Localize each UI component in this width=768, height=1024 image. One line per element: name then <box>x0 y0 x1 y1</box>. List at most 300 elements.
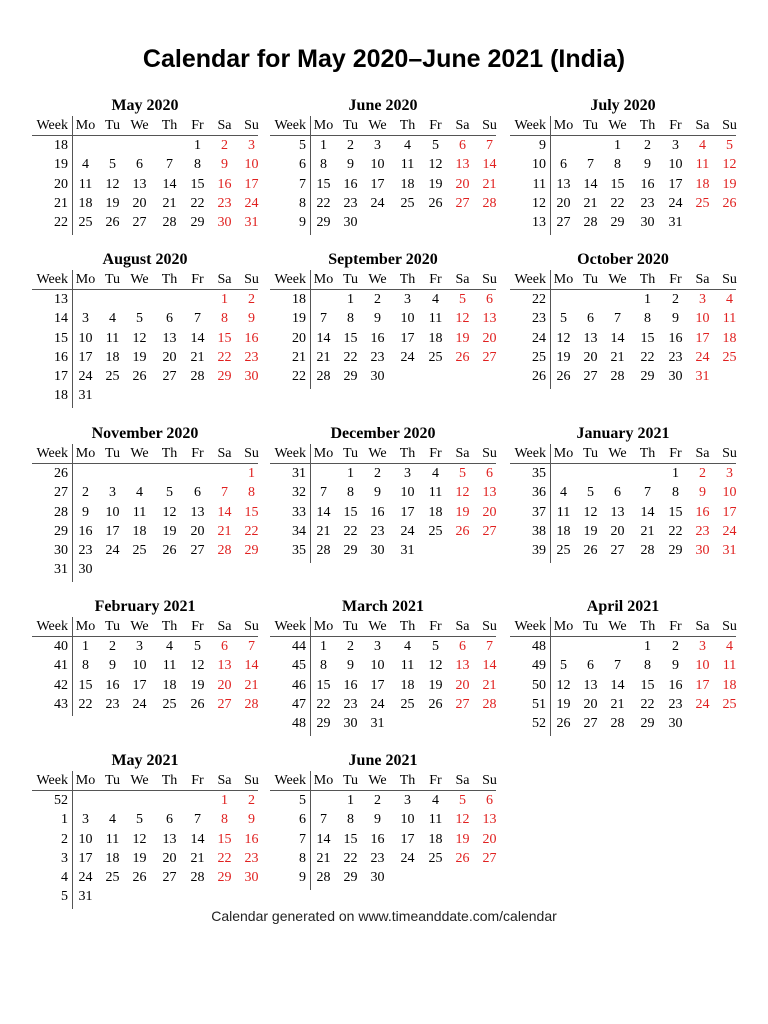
day-cell: 17 <box>668 176 683 192</box>
weekday-header: Tu <box>104 118 121 133</box>
weekday-header: Sa <box>217 272 232 287</box>
weekday-header-row <box>510 270 736 290</box>
day-cell: 23 <box>640 195 655 211</box>
weekday-header: We <box>608 446 627 461</box>
day-cell: 26 <box>105 215 120 231</box>
month-block <box>32 95 258 232</box>
weekend-day: 30 <box>695 543 710 559</box>
weekday-header: Fr <box>191 773 204 788</box>
weekend-day: 3 <box>699 639 706 654</box>
day-cell: 4 <box>404 639 411 654</box>
day-cell: 21 <box>610 696 625 712</box>
weekend-day: 9 <box>699 485 706 501</box>
day-cell: 16 <box>668 330 683 346</box>
day-cell: 18 <box>105 349 120 365</box>
weekend-day: 6 <box>221 639 228 654</box>
week-row <box>270 541 496 560</box>
weekend-day: 12 <box>455 485 470 501</box>
week-divider <box>72 116 73 235</box>
weekday-header: We <box>608 118 627 133</box>
weekday-header: We <box>130 773 149 788</box>
week-row <box>270 714 496 733</box>
day-cell: 6 <box>614 485 621 501</box>
weekday-header: Sa <box>695 446 710 461</box>
weekday-header: Tu <box>342 272 359 287</box>
weekday-header-row <box>32 444 258 464</box>
day-cell: 19 <box>190 677 205 693</box>
month-name: November 2020 <box>91 425 199 442</box>
day-cell: 17 <box>400 831 415 847</box>
day-cell: 27 <box>583 716 598 732</box>
day-cell: 4 <box>109 812 116 828</box>
day-cell: 15 <box>640 677 655 693</box>
day-cell: 27 <box>190 543 205 559</box>
day-cell: 23 <box>370 850 385 866</box>
day-cell: 21 <box>316 523 331 539</box>
weekend-day: 11 <box>722 311 737 327</box>
weekend-day: 24 <box>695 349 710 365</box>
weekend-day: 23 <box>217 195 232 211</box>
day-cell: 10 <box>668 157 683 173</box>
week-number: 35 <box>292 543 306 559</box>
day-cell: 10 <box>400 311 415 327</box>
weekend-day: 15 <box>244 504 259 520</box>
weekend-day: 27 <box>217 696 232 712</box>
day-cell: 12 <box>132 831 147 847</box>
week-row <box>32 676 258 695</box>
day-cell: 28 <box>190 369 205 385</box>
week-row <box>270 367 496 386</box>
week-divider <box>550 617 551 736</box>
weekday-header: We <box>368 446 387 461</box>
month-name: September 2020 <box>328 251 438 268</box>
weekday-header: Sa <box>455 446 470 461</box>
day-cell: 3 <box>136 639 143 654</box>
weekend-day: 30 <box>244 870 259 886</box>
day-cell: 20 <box>583 349 598 365</box>
day-cell: 27 <box>610 543 625 559</box>
month-name: February 2021 <box>94 598 196 615</box>
weekend-day: 16 <box>695 504 710 520</box>
day-cell: 29 <box>190 215 205 231</box>
day-cell: 11 <box>556 504 571 520</box>
week-divider <box>72 771 73 909</box>
weekday-header: Tu <box>342 446 359 461</box>
day-cell: 13 <box>162 330 177 346</box>
week-divider <box>550 444 551 563</box>
week-row <box>510 290 736 309</box>
day-cell: 1 <box>347 466 354 481</box>
weekday-header: Mo <box>75 446 96 461</box>
week-row <box>510 329 736 348</box>
week-row <box>510 367 736 386</box>
weekday-header: Fr <box>191 272 204 287</box>
week-row <box>32 637 258 656</box>
weekend-day: 19 <box>455 831 470 847</box>
day-cell: 12 <box>583 504 598 520</box>
week-column-header: Week <box>274 773 306 788</box>
week-row <box>510 676 736 695</box>
week-row <box>510 541 736 560</box>
day-cell: 3 <box>82 311 89 327</box>
weekend-day: 18 <box>722 677 737 693</box>
week-number: 39 <box>532 543 546 559</box>
weekday-header: We <box>608 272 627 287</box>
week-number: 32 <box>292 485 306 501</box>
week-row <box>270 791 496 810</box>
weekend-day: 14 <box>482 658 497 674</box>
weekday-header: Fr <box>429 272 442 287</box>
weekend-day: 13 <box>482 311 497 327</box>
weekend-day: 16 <box>217 176 232 192</box>
weekday-header: Sa <box>455 118 470 133</box>
week-number: 4 <box>61 870 68 886</box>
weekday-header: Mo <box>553 272 574 287</box>
month-block <box>510 423 736 560</box>
week-row <box>510 656 736 675</box>
week-row <box>510 503 736 522</box>
weekend-day: 2 <box>699 466 706 481</box>
weekday-header-row <box>32 617 258 637</box>
day-cell: 30 <box>343 716 358 732</box>
day-cell: 9 <box>374 485 381 501</box>
weekend-day: 29 <box>244 543 259 559</box>
day-cell: 11 <box>428 311 443 327</box>
day-cell: 29 <box>668 543 683 559</box>
weekday-header: Su <box>244 446 259 461</box>
weekday-header: Th <box>639 619 656 634</box>
day-cell: 13 <box>190 504 205 520</box>
day-cell: 24 <box>78 369 93 385</box>
day-cell: 15 <box>316 176 331 192</box>
day-cell: 4 <box>432 466 439 481</box>
week-number: 18 <box>292 292 306 307</box>
weekend-day: 1 <box>221 292 228 307</box>
weekend-day: 9 <box>221 157 228 173</box>
week-row <box>32 194 258 213</box>
week-row <box>270 656 496 675</box>
day-cell: 14 <box>316 504 331 520</box>
day-cell: 20 <box>610 523 625 539</box>
day-cell: 12 <box>428 157 443 173</box>
day-cell: 24 <box>668 195 683 211</box>
week-number: 17 <box>54 369 68 385</box>
week-column-header: Week <box>514 446 546 461</box>
day-cell: 19 <box>132 349 147 365</box>
week-row <box>510 194 736 213</box>
day-cell: 11 <box>105 330 120 346</box>
week-row <box>32 155 258 174</box>
day-cell: 6 <box>166 311 173 327</box>
day-cell: 17 <box>400 504 415 520</box>
weekend-day: 22 <box>244 523 259 539</box>
weekend-day: 28 <box>482 696 497 712</box>
weekday-header: Th <box>161 446 178 461</box>
day-cell: 17 <box>105 523 120 539</box>
weekend-day: 16 <box>244 831 259 847</box>
weekday-header: Fr <box>429 619 442 634</box>
weekday-header: Sa <box>217 446 232 461</box>
weekend-day: 3 <box>726 466 733 481</box>
day-cell: 13 <box>583 330 598 346</box>
weekday-header: We <box>130 619 149 634</box>
month-block <box>32 249 258 406</box>
day-cell: 19 <box>556 696 571 712</box>
week-row <box>270 522 496 541</box>
week-row <box>510 714 736 733</box>
week-number: 13 <box>54 292 68 307</box>
weekday-header: Fr <box>429 118 442 133</box>
weekday-header-row <box>270 617 496 637</box>
weekend-day: 20 <box>482 504 497 520</box>
week-row <box>510 637 736 656</box>
day-cell: 15 <box>190 176 205 192</box>
day-cell: 20 <box>132 195 147 211</box>
month-name: August 2020 <box>102 251 188 268</box>
week-column-header: Week <box>274 619 306 634</box>
weekend-day: 3 <box>248 138 255 153</box>
day-cell: 22 <box>668 523 683 539</box>
day-cell: 21 <box>162 195 177 211</box>
day-cell: 19 <box>583 523 598 539</box>
weekday-header: We <box>368 773 387 788</box>
weekday-header: Su <box>244 118 259 133</box>
week-row <box>270 637 496 656</box>
weekend-day: 9 <box>248 812 255 828</box>
week-number: 29 <box>54 523 68 539</box>
weekend-day: 2 <box>221 138 228 153</box>
week-row <box>32 541 258 560</box>
week-divider <box>72 444 73 582</box>
weekend-day: 14 <box>244 658 259 674</box>
weekend-day: 10 <box>695 658 710 674</box>
week-number: 25 <box>532 349 546 365</box>
weekend-day: 22 <box>217 850 232 866</box>
weekday-header: Sa <box>217 118 232 133</box>
weekend-day: 25 <box>695 195 710 211</box>
week-column-header: Week <box>36 619 68 634</box>
week-number: 22 <box>292 369 306 385</box>
week-number: 24 <box>532 330 546 346</box>
month-name: July 2020 <box>590 97 656 114</box>
weekend-day: 4 <box>699 138 706 153</box>
week-row <box>270 213 496 232</box>
week-number: 9 <box>299 870 306 886</box>
day-cell: 5 <box>587 485 594 501</box>
day-cell: 3 <box>374 639 381 654</box>
day-cell: 5 <box>109 157 116 173</box>
day-cell: 7 <box>644 485 651 501</box>
day-cell: 8 <box>672 485 679 501</box>
day-cell: 25 <box>78 215 93 231</box>
weekday-header: Tu <box>342 118 359 133</box>
week-divider <box>310 116 311 235</box>
day-cell: 1 <box>320 639 327 654</box>
weekday-header: Su <box>482 773 497 788</box>
day-cell: 24 <box>400 349 415 365</box>
weekday-header: Su <box>482 619 497 634</box>
day-cell: 9 <box>644 157 651 173</box>
day-cell: 26 <box>583 543 598 559</box>
week-row <box>510 695 736 714</box>
day-cell: 25 <box>162 696 177 712</box>
week-row <box>32 386 258 405</box>
week-number: 49 <box>532 658 546 674</box>
day-cell: 26 <box>132 369 147 385</box>
weekend-day: 1 <box>248 466 255 481</box>
week-row <box>270 155 496 174</box>
month-block <box>270 95 496 232</box>
day-cell: 18 <box>428 831 443 847</box>
week-row <box>270 810 496 829</box>
day-cell: 4 <box>82 157 89 173</box>
day-cell: 17 <box>132 677 147 693</box>
week-row <box>32 868 258 887</box>
day-cell: 30 <box>78 562 93 578</box>
week-number: 18 <box>54 388 68 404</box>
month-name: October 2020 <box>577 251 669 268</box>
weekday-header: Mo <box>553 118 574 133</box>
weekday-header: Tu <box>104 773 121 788</box>
week-row <box>32 464 258 483</box>
week-number: 26 <box>532 369 546 385</box>
day-cell: 12 <box>162 504 177 520</box>
day-cell: 5 <box>166 485 173 501</box>
day-cell: 10 <box>78 831 93 847</box>
week-column-header: Week <box>274 272 306 287</box>
week-row <box>510 522 736 541</box>
weekday-header: We <box>608 619 627 634</box>
day-cell: 16 <box>78 523 93 539</box>
weekday-header-row <box>32 270 258 290</box>
week-number: 6 <box>299 812 306 828</box>
week-row <box>32 213 258 232</box>
day-cell: 4 <box>166 639 173 654</box>
weekday-header-row <box>270 116 496 136</box>
day-cell: 7 <box>194 311 201 327</box>
day-cell: 29 <box>316 716 331 732</box>
day-cell: 22 <box>343 523 358 539</box>
day-cell: 1 <box>614 138 621 153</box>
week-number: 50 <box>532 677 546 693</box>
day-cell: 11 <box>428 485 443 501</box>
day-cell: 6 <box>166 812 173 828</box>
weekend-day: 2 <box>248 292 255 307</box>
day-cell: 5 <box>194 639 201 654</box>
weekend-day: 2 <box>248 793 255 808</box>
weekday-header-row <box>32 116 258 136</box>
day-cell: 21 <box>610 349 625 365</box>
week-number: 9 <box>299 215 306 231</box>
week-column-header: Week <box>514 118 546 133</box>
week-row <box>270 849 496 868</box>
week-number: 41 <box>54 658 68 674</box>
week-row <box>32 367 258 386</box>
week-number: 8 <box>299 850 306 866</box>
week-column-header: Week <box>274 118 306 133</box>
day-cell: 11 <box>105 831 120 847</box>
weekday-header: Mo <box>313 118 334 133</box>
weekend-day: 12 <box>455 311 470 327</box>
week-number: 21 <box>54 195 68 211</box>
weekend-day: 21 <box>482 677 497 693</box>
weekday-header: Mo <box>313 773 334 788</box>
day-cell: 23 <box>370 349 385 365</box>
day-cell: 15 <box>316 677 331 693</box>
week-row <box>270 868 496 887</box>
weekend-day: 5 <box>459 466 466 481</box>
weekday-header: Tu <box>342 619 359 634</box>
weekend-day: 29 <box>217 369 232 385</box>
weekend-day: 8 <box>221 812 228 828</box>
month-block <box>510 249 736 386</box>
day-cell: 7 <box>614 311 621 327</box>
weekday-header: Mo <box>313 272 334 287</box>
day-cell: 10 <box>370 658 385 674</box>
weekday-header: Th <box>161 619 178 634</box>
day-cell: 22 <box>640 349 655 365</box>
week-row <box>32 695 258 714</box>
day-cell: 18 <box>105 850 120 866</box>
weekday-header: Tu <box>582 118 599 133</box>
day-cell: 24 <box>105 543 120 559</box>
weekday-header: We <box>368 118 387 133</box>
month-block <box>270 750 496 887</box>
day-cell: 19 <box>428 176 443 192</box>
day-cell: 14 <box>162 176 177 192</box>
day-cell: 16 <box>370 504 385 520</box>
weekend-day: 4 <box>726 639 733 654</box>
day-cell: 8 <box>347 812 354 828</box>
week-column-header: Week <box>514 619 546 634</box>
week-row <box>270 175 496 194</box>
weekend-day: 6 <box>486 793 493 808</box>
day-cell: 16 <box>343 176 358 192</box>
week-column-header: Week <box>514 272 546 287</box>
weekday-header: Sa <box>217 773 232 788</box>
week-number: 10 <box>532 157 546 173</box>
week-number: 20 <box>54 176 68 192</box>
day-cell: 23 <box>668 696 683 712</box>
weekday-header: Th <box>399 118 416 133</box>
weekday-header: Fr <box>669 118 682 133</box>
week-number: 13 <box>532 215 546 231</box>
week-number: 52 <box>54 793 68 808</box>
weekday-header: Fr <box>429 773 442 788</box>
day-cell: 18 <box>556 523 571 539</box>
weekend-day: 17 <box>695 677 710 693</box>
day-cell: 24 <box>370 195 385 211</box>
week-number: 27 <box>54 485 68 501</box>
week-row <box>32 560 258 579</box>
week-number: 43 <box>54 696 68 712</box>
day-cell: 3 <box>374 138 381 153</box>
week-row <box>32 887 258 906</box>
day-cell: 23 <box>370 523 385 539</box>
day-cell: 6 <box>560 157 567 173</box>
day-cell: 3 <box>82 812 89 828</box>
day-cell: 22 <box>78 696 93 712</box>
week-row <box>32 503 258 522</box>
month-block <box>270 596 496 733</box>
day-cell: 27 <box>162 870 177 886</box>
day-cell: 9 <box>374 812 381 828</box>
week-divider <box>72 270 73 408</box>
day-cell: 8 <box>644 658 651 674</box>
weekend-day: 4 <box>726 292 733 307</box>
day-cell: 25 <box>132 543 147 559</box>
day-cell: 26 <box>556 369 571 385</box>
